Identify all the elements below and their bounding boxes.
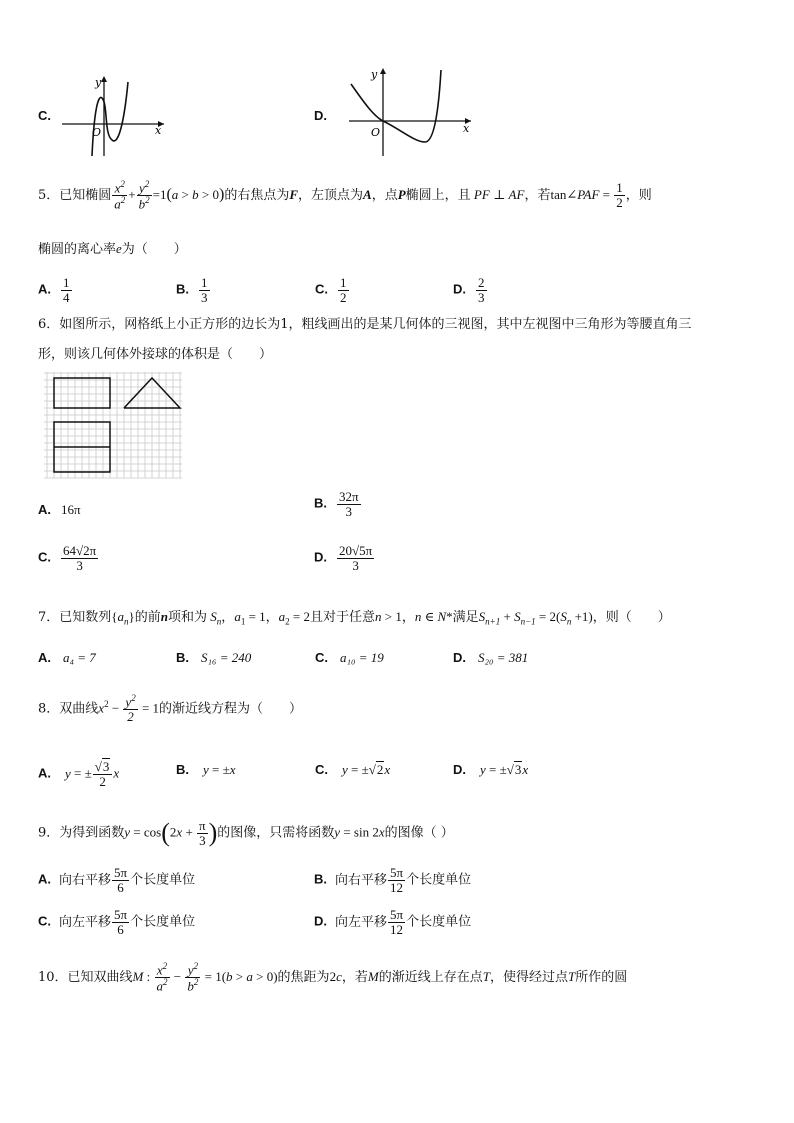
q7-option-b[interactable]: B. S₁₆ = 240 xyxy=(176,650,252,665)
q8-option-b[interactable]: B. y = ±x xyxy=(176,762,236,777)
graph-c-y: y xyxy=(95,76,102,89)
q6-line1: 6．如图所示，网格纸上小正方形的边长为1，粗线画出的是某几何体的三视图，其中左视图中三角形为等腰直角三 xyxy=(38,317,692,332)
q6-option-c[interactable]: C. $\frac{64√2\pi}{3}$ xyxy=(38,543,97,573)
q9-option-a[interactable]: A. 向右平移 $\frac{5\pi}{6}$ 个长度单位 xyxy=(38,865,196,895)
q8-option-d[interactable]: D. y = ±√3x xyxy=(453,762,529,777)
graph-c-o: O xyxy=(92,126,102,139)
q7-option-a[interactable]: A. a₄ = 7 xyxy=(38,650,96,665)
graph-d-x: x xyxy=(463,122,470,135)
three-view-grid xyxy=(44,372,184,480)
q7-option-d[interactable]: D. S₂₀ = 381 xyxy=(453,650,529,665)
q5-line2: 椭圆的离心率e为（ ） xyxy=(38,241,187,257)
graph-d-y: y xyxy=(371,68,378,81)
q5-option-d[interactable]: D. $\frac{2}{3}$ xyxy=(453,275,485,305)
q9-line1: 9．为得到函数y = cos(2x + $\frac{\pi}{3}$ )的图像，只需将函数y = sin 2x的图像（ ） xyxy=(38,817,454,848)
q6-option-a[interactable]: A. 16π xyxy=(38,502,81,517)
q5-option-c[interactable]: C. $\frac{1}{2}$ xyxy=(315,275,347,305)
graph-d xyxy=(345,64,477,158)
q7-option-c[interactable]: C. a₁₀ = 19 xyxy=(315,650,384,665)
q6-line2: 形，则该几何体外接球的体积是（ ） xyxy=(38,347,273,362)
q6-option-d[interactable]: D. $\frac{20√5\pi}{3}$ xyxy=(314,543,373,573)
q6-option-b[interactable]: B. $\frac{32\pi}{3}$ xyxy=(314,489,359,519)
q5-options xyxy=(38,264,558,304)
option-d-label: D. xyxy=(314,108,327,123)
graph-c-x: x xyxy=(155,124,162,137)
q8-line1: 8．双曲线$x^2$ − $\frac{y^2}{2}$ = 1的渐近线方程为（ ） xyxy=(38,693,303,724)
q5-option-a[interactable]: A. $\frac{1}{4}$ xyxy=(38,275,70,305)
q7-options xyxy=(38,650,558,674)
option-c-label: C. xyxy=(38,108,51,123)
q8-options xyxy=(38,752,598,792)
q8-option-c[interactable]: C. y = ±√2x xyxy=(315,762,391,777)
q9-option-d[interactable]: D. 向左平移 $\frac{5\pi}{12}$ 个长度单位 xyxy=(314,907,472,937)
graph-c xyxy=(58,72,170,158)
q8-option-a[interactable]: A. y = ± $\frac{√3}{2}$ x xyxy=(38,759,120,789)
graph-d-o: O xyxy=(371,126,381,139)
q9-option-c[interactable]: C. 向左平移 $\frac{5\pi}{6}$ 个长度单位 xyxy=(38,907,196,937)
q5-line1: 5．已知椭圆 $\frac{x^2}{a^2}$ + $\frac{y^2}{b^2}$ =1(a > b > 0)的右焦点为F，左顶点为A，点P椭圆上，且 PF ⊥ AF，若tan∠PAF = $\frac{1}{2}$ ，则 xyxy=(38,179,652,212)
q5-option-b[interactable]: B. $\frac{1}{3}$ xyxy=(176,275,208,305)
q10-line1: 10．已知双曲线M : $\frac{x^2}{a^2}$ − $\frac{y^2}{b^2}$ = 1(b > a > 0)的焦距为2c，若M的渐近线上存在点T，使得经过点T所作的圆 xyxy=(38,961,628,994)
q9-option-b[interactable]: B. 向右平移 $\frac{5\pi}{12}$ 个长度单位 xyxy=(314,865,472,895)
q7-line1: 7．已知数列$\{a_n\}$的前n项和为 $S_n$，$a_1 = 1$，$a_2 = 2$且对于任意n > 1，n ∈ N*满足$S_{n+1} + S_{n-1} = 2(S_n +1)$，则（ ） xyxy=(38,609,671,627)
